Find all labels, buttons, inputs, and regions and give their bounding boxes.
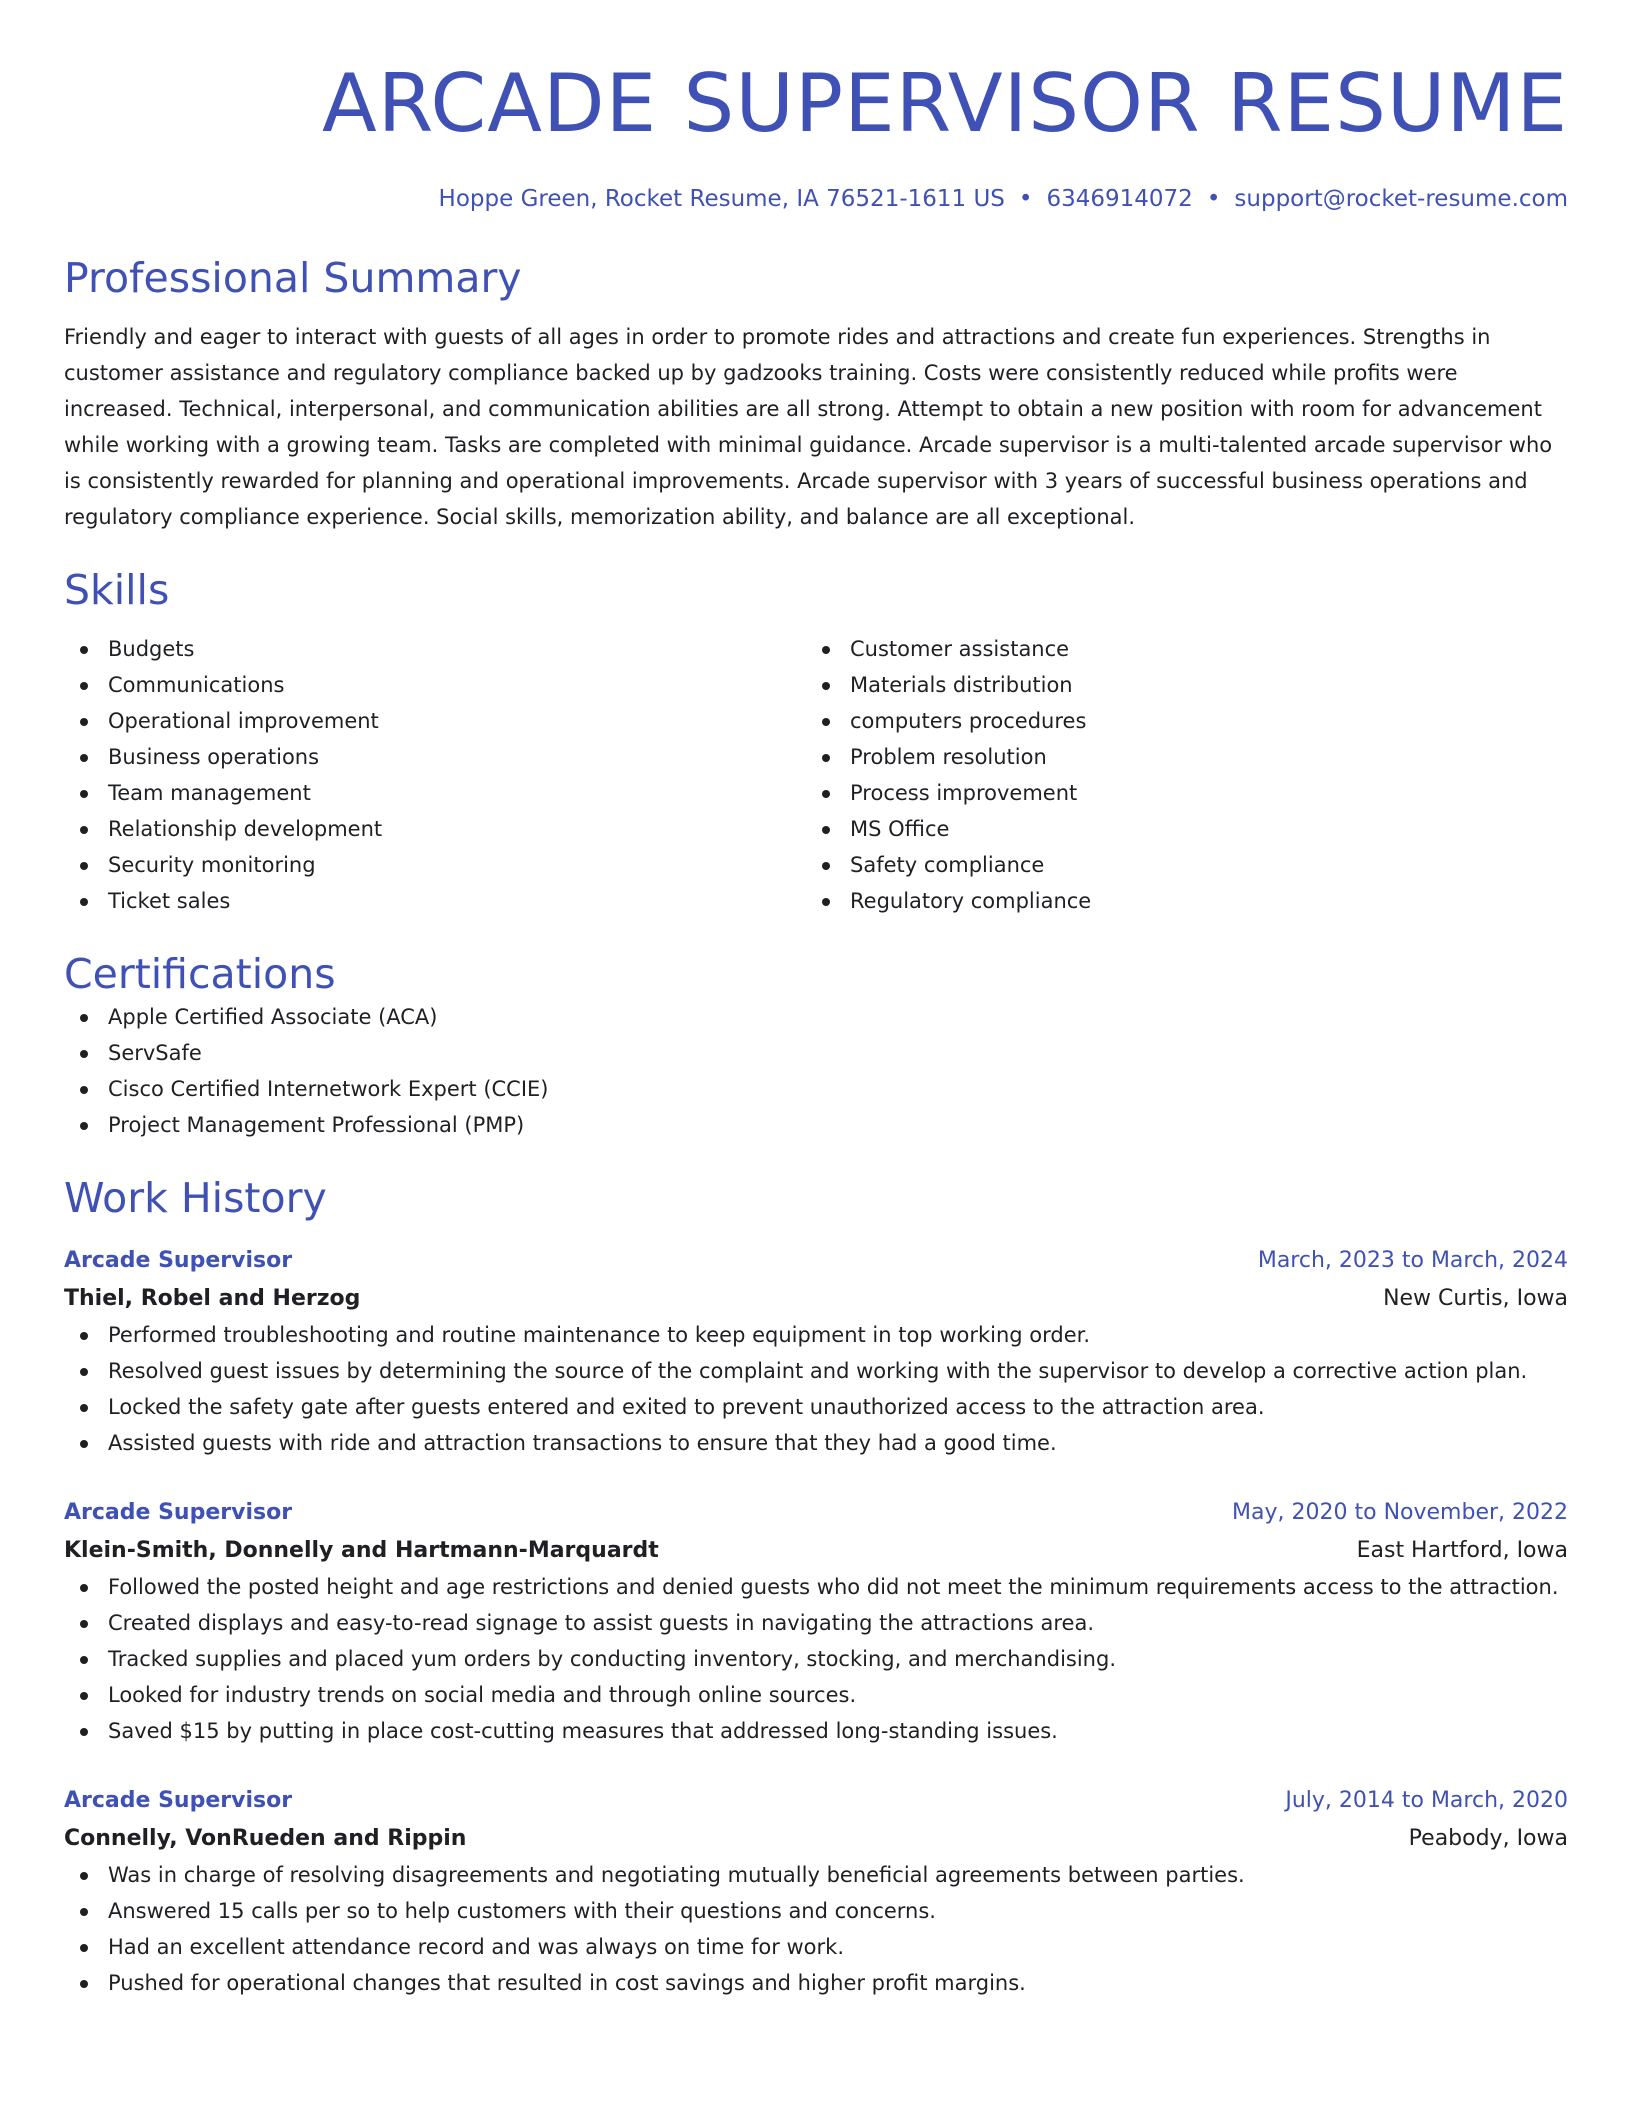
job-location: Peabody, Iowa [1408,1826,1568,1851]
skill-item: Business operations [64,739,806,775]
skill-item: Safety compliance [806,847,1548,883]
job-duty: Was in charge of resolving disagreements and negotiating mutually beneficial agreements between parties. [64,1857,1568,1893]
certification-item: Apple Certified Associate (ACA) [64,999,1568,1035]
certifications-heading: Certifications [64,950,336,998]
skills-column-right [806,631,1548,919]
job-duty: Performed troubleshooting and routine maintenance to keep equipment in top working order. [64,1317,1568,1353]
skill-item: Team management [64,775,806,811]
resume-title: ARCADE SUPERVISOR RESUME [322,57,1568,150]
job-duty: Had an excellent attendance record and was always on time for work. [64,1929,1568,1965]
job-header [64,1783,1568,1819]
job-header [64,1495,1568,1531]
certification-item: Cisco Certified Internetwork Expert (CCIE) [64,1071,1568,1107]
job-duty: Pushed for operational changes that resulted in cost savings and higher profit margins. [64,1965,1568,2001]
job-location: East Hartford, Iowa [1356,1538,1568,1563]
job-duties [64,1317,1568,1461]
job-company: Klein-Smith, Donnelly and Hartmann-Marquardt [64,1538,659,1563]
contact-separator: • [1206,186,1221,212]
skill-item: Customer assistance [806,631,1548,667]
skills-column-left [64,631,806,919]
skill-item: Security monitoring [64,847,806,883]
job-duty: Followed the posted height and age restrictions and denied guests who did not meet the minimum requirements access to the attraction. [64,1569,1568,1605]
skills-list [64,631,1568,919]
skill-item: Regulatory compliance [806,883,1548,919]
job-title: Arcade Supervisor [64,1500,293,1525]
certifications-list [64,999,1568,1143]
skill-item: Process improvement [806,775,1548,811]
skill-item: Budgets [64,631,806,667]
job-dates: March, 2023 to March, 2024 [1257,1248,1568,1273]
job-dates: July, 2014 to March, 2020 [1285,1788,1568,1813]
job-duty: Looked for industry trends on social media and through online sources. [64,1677,1568,1713]
job-duty: Saved $15 by putting in place cost-cutting measures that addressed long-standing issues. [64,1713,1568,1749]
job-subheader [64,1531,1568,1569]
skill-item: Ticket sales [64,883,806,919]
skill-item: Operational improvement [64,703,806,739]
contact-separator: • [1018,186,1033,212]
job-duties [64,1569,1568,1749]
job-entry [64,1783,1568,2001]
summary-text: Friendly and eager to interact with guests of all ages in order to promote rides and attractions and create fun experiences. Strengths in customer assistance and regulatory compliance backed up by gadzooks training. Costs were consistently reduced while profits were increased. Technical, interpersonal, and communication abilities are all strong. Attempt to obtain a new position with room for advancement while working with a growing team. Tasks are completed with minimal guidance. Arcade supervisor is a multi-talented arcade supervisor who is consistently rewarded for planning and operational improvements. Arcade supervisor with 3 years of successful business operations and regulatory compliance experience. Social skills, memorization ability, and balance are all exceptional. [64,325,1553,529]
job-subheader [64,1279,1568,1317]
skill-item: Communications [64,667,806,703]
job-title: Arcade Supervisor [64,1788,293,1813]
job-header [64,1243,1568,1279]
job-duty: Created displays and easy-to-read signage to assist guests in navigating the attractions area. [64,1605,1568,1641]
job-duty: Resolved guest issues by determining the source of the complaint and working with the supervisor to develop a corrective action plan. [64,1353,1568,1389]
job-duty: Tracked supplies and placed yum orders by conducting inventory, stocking, and merchandising. [64,1641,1568,1677]
job-title: Arcade Supervisor [64,1248,293,1273]
certification-item: ServSafe [64,1035,1568,1071]
contact-line [64,183,1568,215]
job-entry [64,1243,1568,1461]
job-company: Connelly, VonRueden and Rippin [64,1826,467,1851]
skill-item: MS Office [806,811,1548,847]
skill-item: Problem resolution [806,739,1548,775]
job-duty: Locked the safety gate after guests entered and exited to prevent unauthorized access to the attraction area. [64,1389,1568,1425]
skill-item: computers procedures [806,703,1548,739]
job-entry [64,1495,1568,1749]
job-location: New Curtis, Iowa [1383,1286,1568,1311]
job-subheader [64,1819,1568,1857]
contact-address: Hoppe Green, Rocket Resume, IA 76521-1611 US [438,186,1005,212]
job-dates: May, 2020 to November, 2022 [1232,1500,1568,1525]
work-history-heading: Work History [64,1174,327,1222]
contact-email[interactable]: support@rocket-resume.com [1234,186,1568,212]
summary-heading: Professional Summary [64,254,522,302]
job-duty: Assisted guests with ride and attraction transactions to ensure that they had a good time. [64,1425,1568,1461]
job-duty: Answered 15 calls per so to help customers with their questions and concerns. [64,1893,1568,1929]
skill-item: Materials distribution [806,667,1548,703]
contact-phone[interactable]: 6346914072 [1046,186,1193,212]
job-company: Thiel, Robel and Herzog [64,1286,361,1311]
job-duties [64,1857,1568,2001]
certification-item: Project Management Professional (PMP) [64,1107,1568,1143]
skills-heading: Skills [64,566,170,614]
skill-item: Relationship development [64,811,806,847]
